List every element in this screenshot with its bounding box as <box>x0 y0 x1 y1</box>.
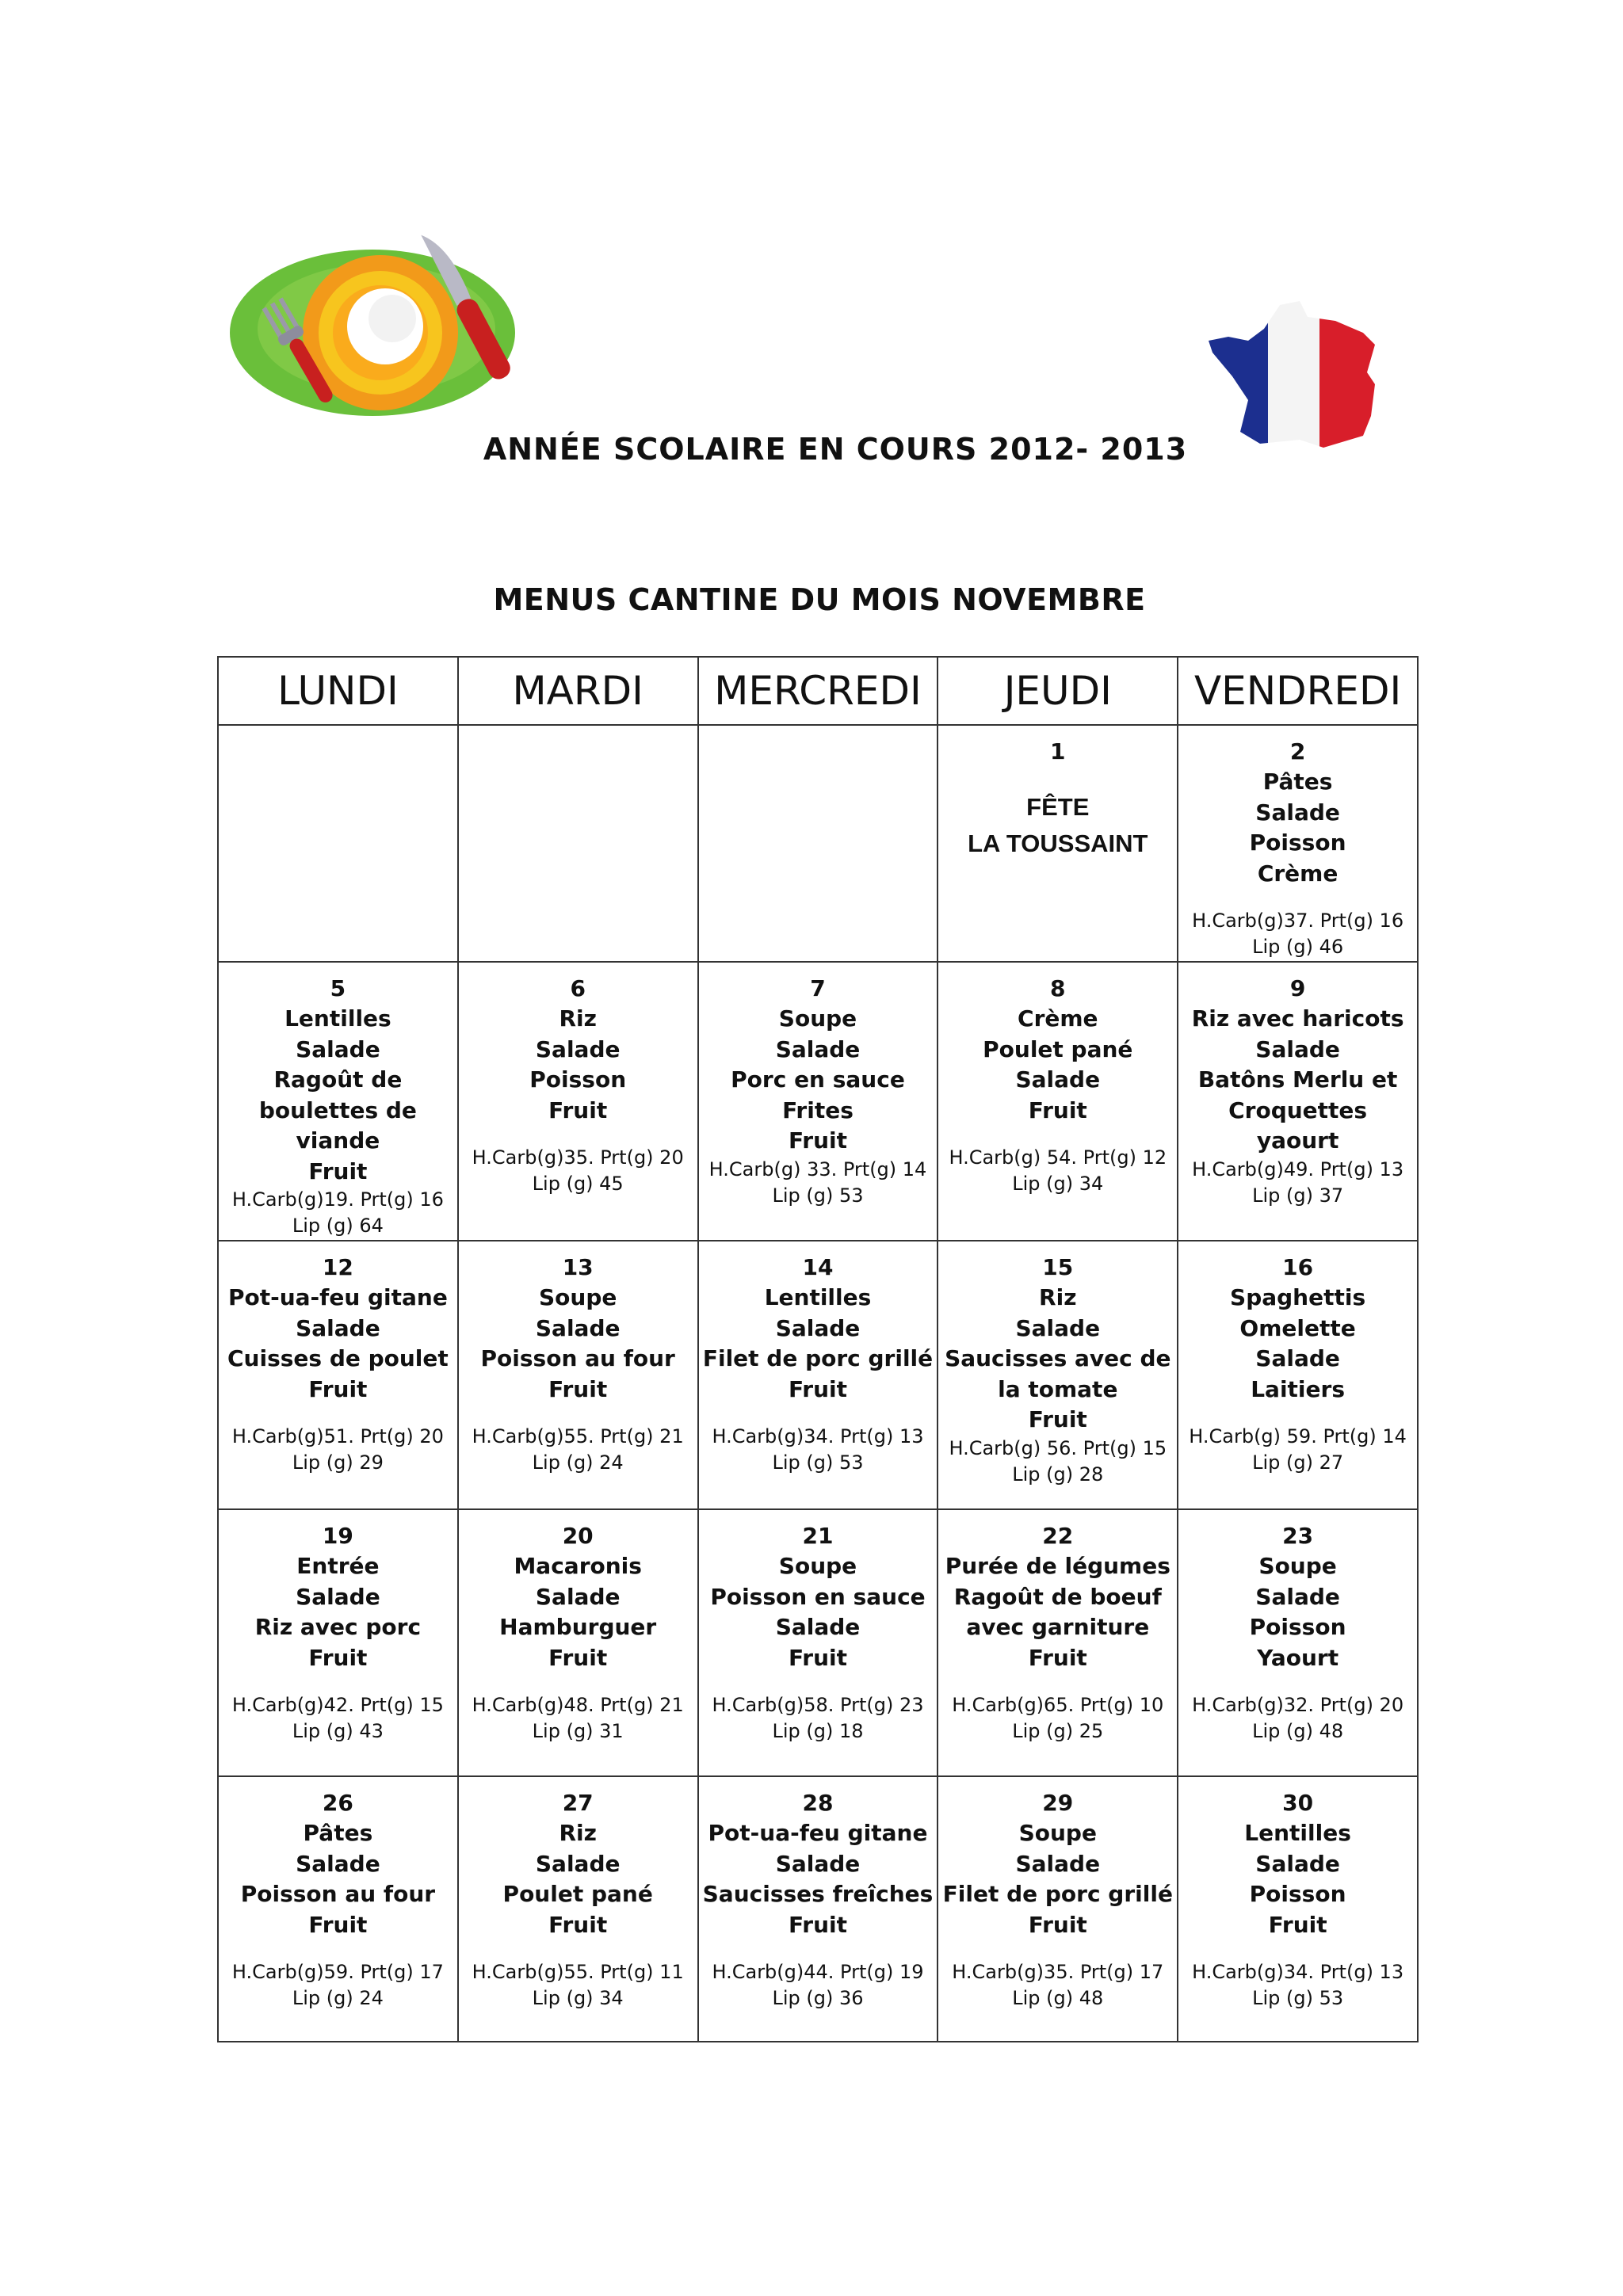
dish-item: boulettes de viande <box>258 1097 417 1154</box>
dish-item: Fruit <box>1028 1097 1087 1123</box>
dish-item: Pot-ua-feu gitane <box>227 1284 448 1310</box>
nutrition-lipids: Lip (g) 31 <box>532 1720 624 1742</box>
dish-item: Fruit <box>788 1127 848 1154</box>
day-number: 6 <box>570 975 586 1001</box>
dish-item: Soupe <box>539 1284 617 1310</box>
nutrition-carbs-protein: H.Carb(g)65. Prt(g) 10 <box>952 1694 1164 1716</box>
nutrition-lipids: Lip (g) 53 <box>772 1184 864 1207</box>
nutrition-lipids: Lip (g) 29 <box>292 1451 384 1474</box>
dish-item: Ragoût de boeuf <box>953 1583 1162 1610</box>
dish-item: Salade <box>1015 1066 1101 1093</box>
day-number: 14 <box>802 1254 834 1280</box>
day-cell <box>938 1776 1178 2042</box>
nutrition-lipids: Lip (g) 28 <box>1012 1463 1104 1486</box>
dish-item: Fruit <box>1028 1406 1087 1432</box>
dish-item: Fruit <box>548 1644 608 1671</box>
dish-item: Saucisses avec de <box>945 1345 1171 1371</box>
dish-item: Fruit <box>788 1644 848 1671</box>
day-number: 26 <box>322 1790 353 1816</box>
nutrition-carbs-protein: H.Carb(g)55. Prt(g) 11 <box>472 1961 684 1983</box>
menu-table <box>217 656 1419 2042</box>
nutrition-carbs-protein: H.Carb(g)44. Prt(g) 19 <box>712 1961 924 1983</box>
dish-item: Omelette <box>1239 1314 1356 1341</box>
nutrition-lipids: Lip (g) 48 <box>1252 1720 1344 1742</box>
day-header-row <box>218 657 1418 725</box>
day-cell <box>218 725 458 962</box>
dish-item: Saucisses freîches <box>702 1881 934 1907</box>
school-year-heading: ANNÉE SCOLAIRE EN COURS 2012- 2013 <box>483 432 1188 467</box>
dish-item: Poulet pané <box>983 1035 1133 1062</box>
day-cell <box>458 1509 698 1776</box>
dish-item: la tomate <box>998 1375 1118 1402</box>
day-header-vendredi: VENDREDI <box>1178 657 1418 725</box>
dish-item: avec garniture <box>966 1614 1150 1640</box>
dish-item: Fruit <box>308 1644 368 1671</box>
day-cell <box>938 1509 1178 1776</box>
nutrition-carbs-protein: H.Carb(g)35. Prt(g) 20 <box>472 1146 684 1169</box>
nutrition-carbs-protein: H.Carb(g)51. Prt(g) 20 <box>231 1425 444 1447</box>
dish-item: Salade <box>1015 1850 1101 1877</box>
dish-item: Salade <box>296 1583 380 1610</box>
dish-item: Spaghettis <box>1230 1284 1366 1310</box>
week-row <box>218 1509 1418 1776</box>
plate-cutlery-icon <box>230 214 531 436</box>
menu-title: MENUS CANTINE DU MOIS NOVEMBRE <box>493 582 1146 617</box>
day-cell <box>1178 1776 1418 2042</box>
dish-item: Lentilles <box>1244 1820 1351 1846</box>
dish-item: Salade <box>1015 1314 1101 1341</box>
day-cell <box>1178 725 1418 962</box>
dish-item: Fruit <box>788 1375 848 1402</box>
dish-item: Riz avec haricots <box>1191 1005 1404 1032</box>
day-cell <box>458 725 698 962</box>
day-number: 27 <box>562 1790 594 1816</box>
dish-item: Entrée <box>296 1553 380 1579</box>
day-cell <box>218 1509 458 1776</box>
day-cell <box>698 725 938 962</box>
dish-item: Poisson <box>1249 830 1346 856</box>
day-number: 30 <box>1282 1790 1314 1816</box>
dish-item: Riz <box>1039 1284 1077 1310</box>
dish-item: Pâtes <box>1262 769 1333 795</box>
nutrition-lipids: Lip (g) 36 <box>772 1987 864 2009</box>
dish-item: Filet de porc grillé <box>702 1345 934 1371</box>
dish-item: Laitiers <box>1251 1375 1345 1402</box>
day-header-jeudi: JEUDI <box>938 657 1178 725</box>
dish-item: Fruit <box>548 1097 608 1123</box>
dish-item: Fruit <box>1028 1644 1087 1671</box>
day-number: 12 <box>322 1254 353 1280</box>
day-cell <box>458 1776 698 2042</box>
day-number: 8 <box>1050 975 1066 1001</box>
nutrition-carbs-protein: H.Carb(g)55. Prt(g) 21 <box>472 1425 684 1447</box>
day-cell <box>218 962 458 1241</box>
nutrition-carbs-protein: H.Carb(g)59. Prt(g) 17 <box>231 1961 444 1983</box>
dish-item: Crème <box>1257 860 1338 887</box>
nutrition-lipids: Lip (g) 34 <box>1012 1173 1104 1195</box>
day-cell <box>218 1241 458 1509</box>
day-number: 22 <box>1042 1523 1074 1549</box>
dish-item: Salade <box>775 1614 861 1640</box>
dish-item: Fruit <box>308 1911 368 1938</box>
nutrition-lipids: Lip (g) 43 <box>292 1720 384 1742</box>
nutrition-carbs-protein: H.Carb(g)32. Prt(g) 20 <box>1192 1694 1404 1716</box>
dish-item: Fruit <box>1268 1911 1327 1938</box>
dish-item: Ragoût de <box>273 1066 403 1093</box>
dish-item: Salade <box>1255 1850 1340 1877</box>
dish-item: Purée de légumes <box>945 1553 1170 1579</box>
dish-item: Soupe <box>778 1005 857 1032</box>
nutrition-lipids: Lip (g) 27 <box>1252 1451 1344 1474</box>
dish-item: Poisson <box>1249 1881 1346 1907</box>
dish-item: Salade <box>535 1035 621 1062</box>
day-number: 7 <box>810 975 826 1001</box>
nutrition-carbs-protein: H.Carb(g)34. Prt(g) 13 <box>712 1425 924 1447</box>
dish-item: Salade <box>535 1583 621 1610</box>
day-cell <box>218 1776 458 2042</box>
dish-item: Lentilles <box>764 1284 872 1310</box>
day-cell <box>698 1776 938 2042</box>
day-cell <box>1178 1241 1418 1509</box>
day-cell <box>1178 1509 1418 1776</box>
nutrition-lipids: Lip (g) 46 <box>1252 936 1344 958</box>
dish-item: Poulet pané <box>502 1881 653 1907</box>
dish-item: Poisson au four <box>240 1881 436 1907</box>
dish-item: Poisson <box>1249 1614 1346 1640</box>
week-row <box>218 962 1418 1241</box>
dish-item: Fruit <box>788 1911 848 1938</box>
day-number: 13 <box>562 1254 594 1280</box>
dish-item: Porc en sauce <box>731 1066 905 1093</box>
nutrition-lipids: Lip (g) 53 <box>772 1451 864 1474</box>
day-cell <box>938 1241 1178 1509</box>
week-row <box>218 1241 1418 1509</box>
week-row <box>218 725 1418 962</box>
holiday-line: FÊTE <box>1026 793 1090 821</box>
day-header-lundi: LUNDI <box>218 657 458 725</box>
dish-item: Pâtes <box>303 1820 373 1846</box>
day-cell <box>698 962 938 1241</box>
day-number: 19 <box>322 1523 353 1549</box>
dish-item: Salade <box>535 1314 621 1341</box>
day-number: 5 <box>330 975 346 1001</box>
nutrition-carbs-protein: H.Carb(g)37. Prt(g) 16 <box>1192 910 1404 932</box>
nutrition-lipids: Lip (g) 48 <box>1012 1987 1104 2009</box>
dish-item: Lentilles <box>285 1005 391 1032</box>
nutrition-lipids: Lip (g) 37 <box>1252 1184 1344 1207</box>
day-number: 2 <box>1289 738 1306 765</box>
day-cell <box>458 962 698 1241</box>
nutrition-carbs-protein: H.Carb(g)48. Prt(g) 21 <box>472 1694 684 1716</box>
nutrition-carbs-protein: H.Carb(g)58. Prt(g) 23 <box>712 1694 924 1716</box>
day-number: 29 <box>1042 1790 1074 1816</box>
day-cell <box>698 1241 938 1509</box>
dish-item: Batôns Merlu et <box>1197 1066 1398 1093</box>
dish-item: Salade <box>1255 799 1340 826</box>
nutrition-lipids: Lip (g) 64 <box>292 1215 384 1237</box>
day-number: 23 <box>1282 1523 1314 1549</box>
dish-item: Salade <box>296 1850 380 1877</box>
dish-item: Salade <box>1255 1035 1340 1062</box>
nutrition-carbs-protein: H.Carb(g)35. Prt(g) 17 <box>952 1961 1164 1983</box>
dish-item: Fruit <box>548 1911 608 1938</box>
nutrition-lipids: Lip (g) 24 <box>532 1451 624 1474</box>
dish-item: Filet de porc grillé <box>942 1881 1173 1907</box>
dish-item: Riz avec porc <box>254 1614 422 1640</box>
day-header-mercredi: MERCREDI <box>698 657 938 725</box>
day-cell <box>938 725 1178 962</box>
nutrition-lipids: Lip (g) 18 <box>772 1720 864 1742</box>
week-row <box>218 1776 1418 2042</box>
dish-item: Yaourt <box>1257 1644 1339 1671</box>
dish-item: Frites <box>782 1097 854 1123</box>
nutrition-carbs-protein: H.Carb(g) 59. Prt(g) 14 <box>1189 1425 1407 1447</box>
nutrition-carbs-protein: H.Carb(g) 33. Prt(g) 14 <box>708 1158 927 1180</box>
holiday-line: LA TOUSSAINT <box>968 830 1148 857</box>
nutrition-carbs-protein: H.Carb(g)19. Prt(g) 16 <box>231 1188 444 1211</box>
dish-item: Salade <box>296 1035 380 1062</box>
nutrition-carbs-protein: H.Carb(g)34. Prt(g) 13 <box>1192 1961 1404 1983</box>
dish-item: Soupe <box>778 1553 857 1579</box>
day-number: 20 <box>562 1523 594 1549</box>
dish-item: Fruit <box>548 1375 608 1402</box>
nutrition-carbs-protein: H.Carb(g)49. Prt(g) 13 <box>1192 1158 1404 1180</box>
day-cell <box>938 962 1178 1241</box>
dish-item: Salade <box>296 1314 380 1341</box>
day-number: 28 <box>802 1790 834 1816</box>
dish-item: Crème <box>1018 1005 1098 1032</box>
dish-item: Pot-ua-feu gitane <box>708 1820 928 1846</box>
nutrition-lipids: Lip (g) 45 <box>532 1173 624 1195</box>
dish-item: Poisson en sauce <box>710 1583 926 1610</box>
nutrition-lipids: Lip (g) 25 <box>1012 1720 1104 1742</box>
day-cell <box>698 1509 938 1776</box>
dish-item: Riz <box>559 1005 597 1032</box>
dish-item: Fruit <box>308 1158 368 1184</box>
dish-item: Soupe <box>1018 1820 1097 1846</box>
day-number: 16 <box>1282 1254 1314 1280</box>
dish-item: Croquettes <box>1228 1097 1368 1123</box>
nutrition-carbs-protein: H.Carb(g) 54. Prt(g) 12 <box>949 1146 1167 1169</box>
nutrition-lipids: Lip (g) 34 <box>532 1987 624 2009</box>
dish-item: Fruit <box>1028 1911 1087 1938</box>
dish-item: Salade <box>1255 1345 1340 1371</box>
dish-item: Cuisses de poulet <box>227 1345 449 1371</box>
day-number: 1 <box>1050 738 1066 765</box>
dish-item: Salade <box>775 1035 861 1062</box>
dish-item: Soupe <box>1258 1553 1337 1579</box>
dish-item: Salade <box>535 1850 621 1877</box>
dish-item: Fruit <box>308 1375 368 1402</box>
dish-item: Salade <box>1255 1583 1340 1610</box>
dish-item: Hamburguer <box>499 1614 657 1640</box>
day-number: 21 <box>802 1523 834 1549</box>
nutrition-carbs-protein: H.Carb(g) 56. Prt(g) 15 <box>949 1436 1167 1459</box>
dish-item: Salade <box>775 1850 861 1877</box>
holiday-label <box>939 789 1176 862</box>
nutrition-lipids: Lip (g) 53 <box>1252 1987 1344 2009</box>
dish-item: Poisson <box>529 1066 627 1093</box>
day-number: 15 <box>1042 1254 1074 1280</box>
day-cell <box>1178 962 1418 1241</box>
day-number: 9 <box>1289 975 1306 1001</box>
day-header-mardi: MARDI <box>458 657 698 725</box>
dish-item: Riz <box>559 1820 597 1846</box>
day-cell <box>458 1241 698 1509</box>
dish-item: Salade <box>775 1314 861 1341</box>
nutrition-lipids: Lip (g) 24 <box>292 1987 384 2009</box>
dish-item: yaourt <box>1256 1127 1339 1154</box>
nutrition-carbs-protein: H.Carb(g)42. Prt(g) 15 <box>231 1694 444 1716</box>
dish-item: Poisson au four <box>480 1345 675 1371</box>
dish-item: Macaronis <box>514 1553 642 1579</box>
